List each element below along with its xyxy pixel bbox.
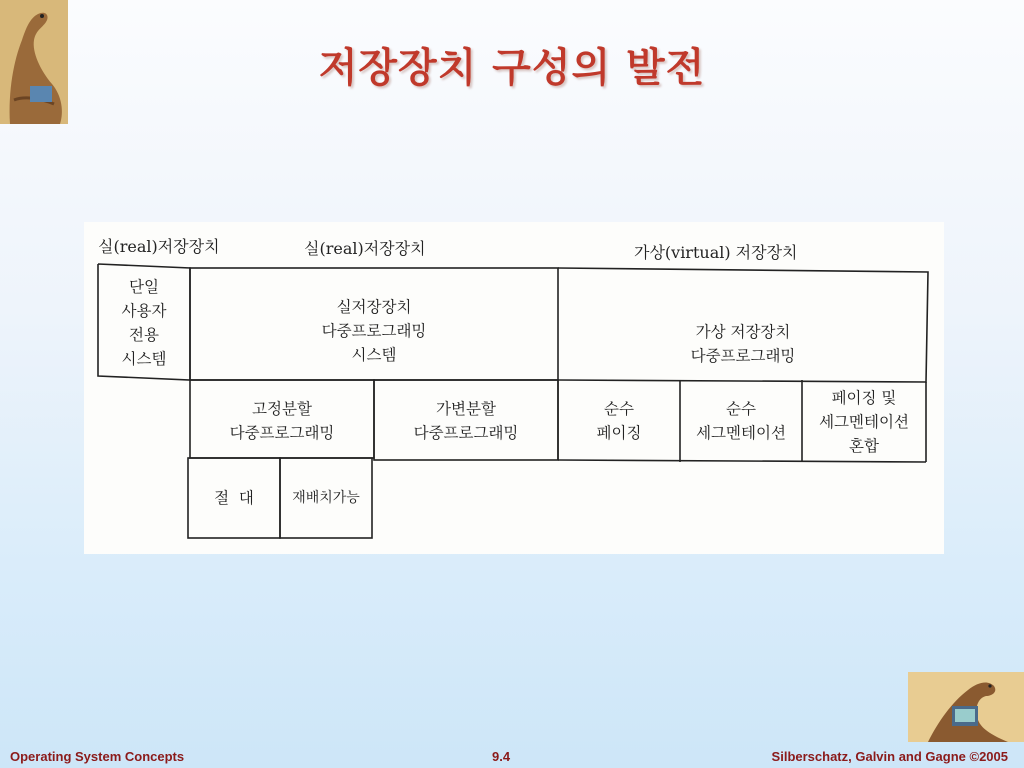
box-pure-segmentation	[680, 386, 802, 456]
box-real-multi-line-2: 다중프로그래밍	[321, 322, 427, 340]
box-single-user-line-1: 단일	[129, 278, 159, 296]
label-virtual-storage: 가상(virtual) 저장장치	[634, 243, 798, 262]
label-real-storage-left: 실(real)저장장치	[98, 237, 220, 256]
box-single-user	[98, 268, 190, 378]
box-fixed-partition-line-1: 고정분할	[252, 400, 312, 418]
box-real-multi-line-3: 시스템	[351, 346, 397, 364]
box-relocatable	[280, 458, 372, 538]
box-single-user-line-3: 전용	[129, 326, 159, 344]
box-virtual-multi-line-1: 가상 저장장치	[695, 323, 791, 341]
box-virtual-multi	[558, 306, 928, 382]
slide-title: 저장장치 구성의 발전	[318, 45, 706, 91]
box-paging-segmentation-line-2: 세그멘테이션	[819, 413, 909, 431]
box-real-multi	[190, 282, 558, 380]
box-absolute-line-1: 절 대	[214, 489, 254, 507]
box-paging-segmentation-line-1: 페이징 및	[831, 389, 897, 407]
box-relocatable-line-1: 재배치가능	[292, 490, 360, 506]
box-single-user-line-2: 사용자	[121, 302, 167, 320]
footer-course-title: Operating System Concepts	[10, 749, 185, 764]
box-virtual-multi-line-2: 다중프로그래밍	[690, 347, 796, 365]
footer-copyright: Silberschatz, Galvin and Gagne ©2005	[771, 749, 1008, 764]
box-variable-partition-line-2: 다중프로그래밍	[413, 424, 519, 442]
box-absolute	[188, 458, 280, 538]
box-fixed-partition-line-2: 다중프로그래밍	[229, 424, 335, 442]
box-paging-segmentation-line-3: 혼합	[849, 437, 879, 455]
box-single-user-line-4: 시스템	[121, 350, 167, 368]
dinosaur-logo-small	[908, 672, 1024, 742]
storage-organization-diagram	[84, 222, 944, 554]
box-pure-paging	[558, 386, 680, 456]
box-pure-paging-line-2: 페이징	[596, 424, 642, 442]
box-pure-paging-line-1: 순수	[604, 400, 634, 418]
label-real-storage-center: 실(real)저장장치	[304, 239, 426, 258]
box-variable-partition	[374, 386, 558, 456]
box-real-multi-line-1: 실저장장치	[336, 298, 412, 316]
footer-slide-number: 9.4	[492, 749, 511, 764]
box-pure-segmentation-line-1: 순수	[726, 400, 756, 418]
box-fixed-partition	[190, 386, 374, 456]
box-paging-segmentation	[802, 384, 926, 460]
box-pure-segmentation-line-2: 세그멘테이션	[696, 424, 786, 442]
box-variable-partition-line-1: 가변분할	[436, 400, 496, 418]
